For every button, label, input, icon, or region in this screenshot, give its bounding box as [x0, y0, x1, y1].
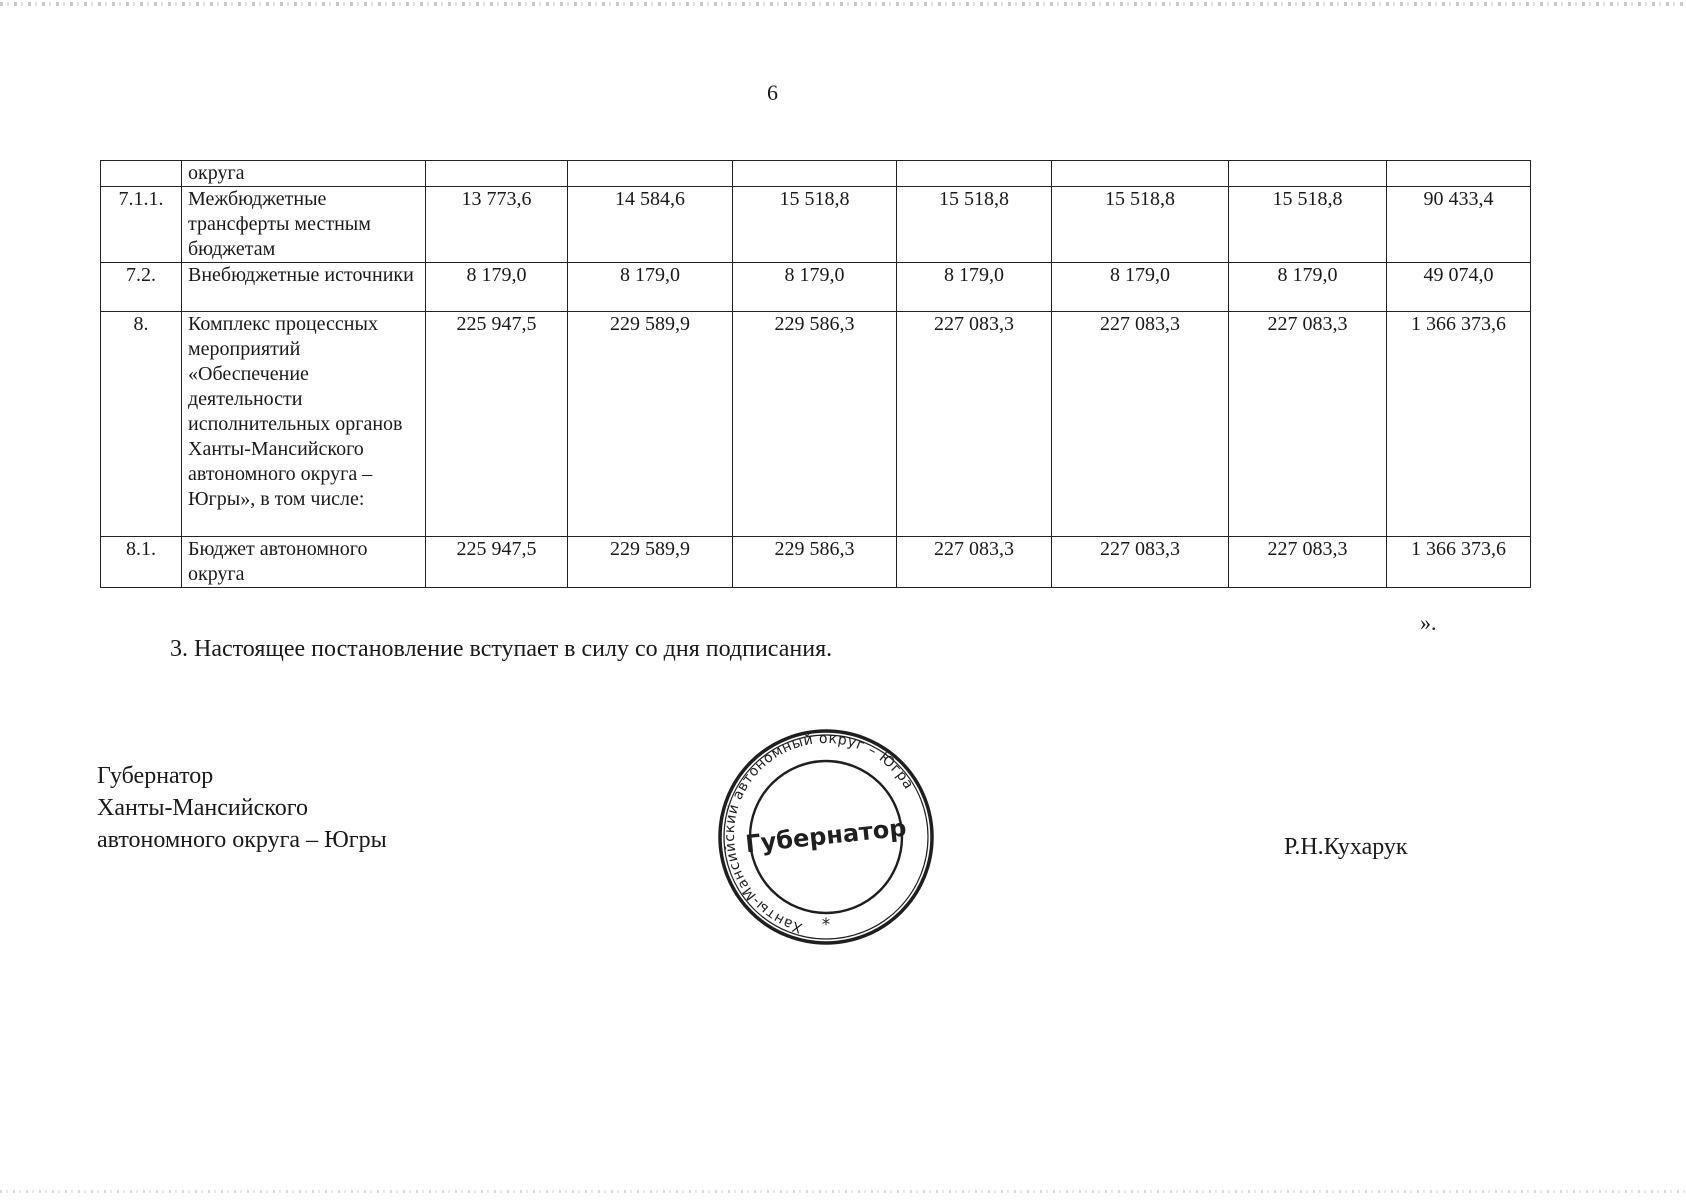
table-row — [101, 161, 1531, 187]
value-cell: 227 083,3 — [1229, 537, 1387, 588]
value-cell: 15 518,8 — [1229, 187, 1387, 263]
total-cell: 1 366 373,6 — [1387, 537, 1531, 588]
value-cell — [568, 161, 733, 187]
value-cell: 14 584,6 — [568, 187, 733, 263]
value-cell: 229 589,9 — [568, 312, 733, 537]
value-cell: 8 179,0 — [1052, 263, 1229, 312]
value-cell: 8 179,0 — [568, 263, 733, 312]
value-cell: 225 947,5 — [426, 312, 568, 537]
value-cell: 229 589,9 — [568, 537, 733, 588]
value-cell — [1229, 161, 1387, 187]
signer-block — [97, 760, 387, 856]
seal-graphic — [716, 724, 936, 950]
scan-edge-bottom — [0, 1190, 1686, 1193]
value-cell: 227 083,3 — [897, 537, 1052, 588]
value-cell — [897, 161, 1052, 187]
value-cell: 15 518,8 — [733, 187, 897, 263]
value-cell: 229 586,3 — [733, 537, 897, 588]
closing-quote: ». — [1420, 610, 1437, 635]
signature-name: Р.Н.Кухарук — [1284, 834, 1408, 860]
value-cell: 227 083,3 — [1229, 312, 1387, 537]
value-cell: 15 518,8 — [897, 187, 1052, 263]
clause-text: 3. Настоящее постановление вступает в силу со дня подписания. — [170, 636, 833, 662]
total-cell — [1387, 161, 1531, 187]
row-name: Внебюджетные источники — [182, 263, 426, 312]
row-name: Комплекс процессных мероприятий «Обеспечение деятельности исполнительных органов Ханты-Мансийского автономного округа – Югры», в том числе: — [182, 312, 426, 537]
value-cell — [426, 161, 568, 187]
seal-center-text: Губернатор — [744, 813, 908, 859]
value-cell: 8 179,0 — [897, 263, 1052, 312]
page-number: 6 — [767, 80, 778, 105]
row-name: округа — [182, 161, 426, 187]
signer-region: Ханты-Мансийского — [97, 795, 308, 821]
value-cell: 229 586,3 — [733, 312, 897, 537]
row-number: 8.1. — [101, 537, 182, 588]
total-cell: 1 366 373,6 — [1387, 312, 1531, 537]
row-number — [101, 161, 182, 187]
value-cell: 8 179,0 — [426, 263, 568, 312]
total-cell: 49 074,0 — [1387, 263, 1531, 312]
value-cell: 8 179,0 — [733, 263, 897, 312]
value-cell: 227 083,3 — [1052, 312, 1229, 537]
value-cell: 15 518,8 — [1052, 187, 1229, 263]
row-name: Бюджет автономного округа — [182, 537, 426, 588]
total-cell: 90 433,4 — [1387, 187, 1531, 263]
table-row — [101, 312, 1531, 537]
value-cell: 227 083,3 — [1052, 537, 1229, 588]
row-number: 8. — [101, 312, 182, 537]
table-row — [101, 537, 1531, 588]
row-number: 7.1.1. — [101, 187, 182, 263]
value-cell — [1052, 161, 1229, 187]
seal-star: * — [821, 915, 831, 935]
budget-table — [100, 160, 1531, 588]
value-cell — [733, 161, 897, 187]
table-row — [101, 187, 1531, 263]
value-cell: 8 179,0 — [1229, 263, 1387, 312]
signer-title: Губернатор — [97, 763, 214, 789]
table-row — [101, 263, 1531, 312]
row-number: 7.2. — [101, 263, 182, 312]
value-cell: 227 083,3 — [897, 312, 1052, 537]
scan-edge-top — [0, 2, 1686, 6]
row-name: Межбюджетные трансферты местным бюджетам — [182, 187, 426, 263]
seal-ring-text: Ханты-Мансийский автономный округ – Югра — [721, 730, 917, 936]
value-cell: 225 947,5 — [426, 537, 568, 588]
value-cell: 13 773,6 — [426, 187, 568, 263]
official-seal — [716, 724, 936, 950]
signer-region-cont: автономного округа – Югры — [97, 827, 387, 853]
